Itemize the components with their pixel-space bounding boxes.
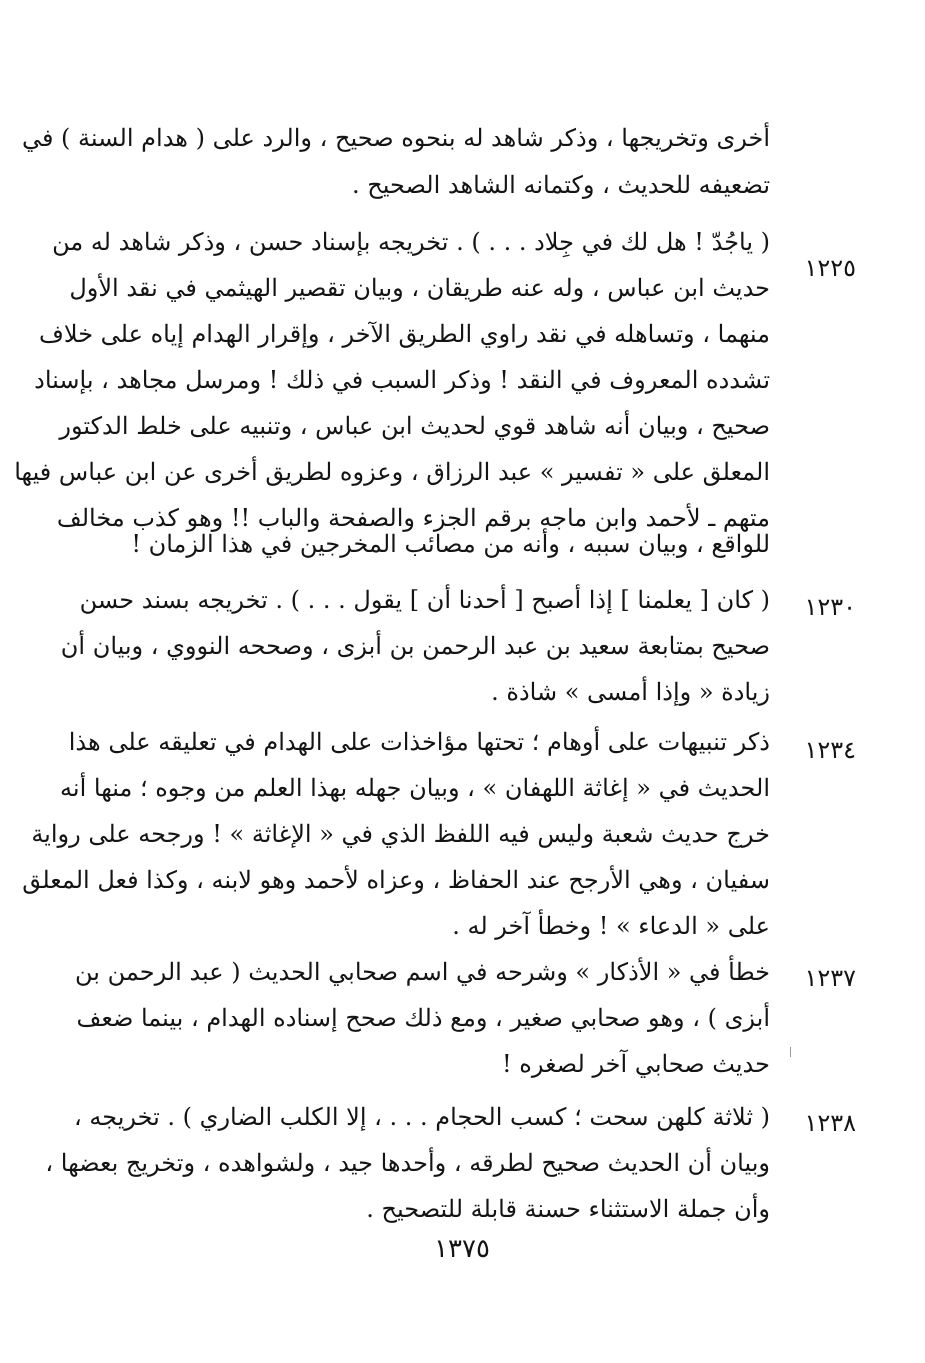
- entry-line: صحيح بمتابعة سعيد بن عبد الرحمن بن أبزى ، وصححه النووي ، وبيان أن: [60, 632, 770, 660]
- entry-line: حديث صحابي آخر لصغره !: [502, 1050, 770, 1078]
- entry-line: وأن جملة الاستثناء حسنة قابلة للتصحيح .: [366, 1195, 770, 1223]
- entry-line: وبيان أن الحديث صحيح لطرقه ، وأحدها جيد ، ولشواهده ، وتخريج بعضها ،: [45, 1149, 770, 1177]
- entry-line: متهم ـ لأحمد وابن ماجه برقم الجزء والصفحة والباب !! وهو كذب مخالف: [56, 504, 770, 532]
- entry-line: ( كان [ يعلمنا ] إذا أصبح [ أحدنا أن ] يقول . . . ) . تخريجه بسند حسن: [79, 586, 770, 614]
- entry-line: ذكر تنبيهات على أوهام ؛ تحتها مؤاخذات على الهدام في تعليقه على هذا: [68, 728, 770, 756]
- entry-number: ١٢٣٨: [804, 1109, 856, 1137]
- entry-line: الحديث في « إغاثة اللهفان » ، وبيان جهله بهذا العلم من وجوه ؛ منها أنه: [60, 774, 770, 802]
- margin-mark: [790, 1047, 791, 1057]
- entry-line: المعلق على « تفسير » عبد الرزاق ، وعزوه لطريق أخرى عن ابن عباس فيها: [14, 458, 770, 486]
- entry-line: خرج حديث شعبة وليس فيه اللفظ الذي في « الإغاثة » ! ورجحه على رواية: [31, 820, 770, 848]
- entry-line: على « الدعاء » ! وخطأ آخر له .: [452, 912, 770, 940]
- intro-line: تضعيفه للحديث ، وكتمانه الشاهد الصحيح .: [351, 171, 770, 199]
- entry-number: ١٢٢٥: [804, 254, 856, 282]
- entry-number: ١٢٣٧: [804, 964, 856, 992]
- intro-line: أخرى وتخريجها ، وذكر شاهد له بنحوه صحيح ، والرد على ( هدام السنة ) في: [21, 124, 770, 152]
- entry-line: ( ياجُدّ ! هل لك في جِلاد . . . ) . تخريجه بإسناد حسن ، وذكر شاهد له من: [52, 228, 770, 256]
- entry-line: سفيان ، وهي الأرجح عند الحفاظ ، وعزاه لأحمد وهو لابنه ، وكذا فعل المعلق: [22, 866, 770, 894]
- entry-number: ١٢٣٠: [804, 593, 856, 621]
- entry-line: ( ثلاثة كلهن سحت ؛ كسب الحجام . . . ، إلا الكلب الضاري ) . تخريجه ،: [73, 1103, 770, 1131]
- entry-line: للواقع ، وبيان سببه ، وأنه من مصائب المخرجين في هذا الزمان !: [131, 530, 770, 558]
- entry-line: خطأ في « الأذكار » وشرحه في اسم صحابي الحديث ( عبد الرحمن بن: [75, 958, 770, 986]
- entry-number: ١٢٣٤: [804, 736, 856, 764]
- entry-line: منهما ، وتساهله في نقد راوي الطريق الآخر ، وإقرار الهدام إياه على خلاف: [39, 320, 770, 348]
- entry-line: حديث ابن عباس ، وله عنه طريقان ، وبيان تقصير الهيثمي في نقد الأول: [69, 274, 770, 302]
- page-number: ١٣٧٥: [434, 1234, 490, 1264]
- entry-line: زيادة « وإذا أمسى » شاذة .: [491, 678, 770, 706]
- entry-line: تشدده المعروف في النقد ! وذكر السبب في ذلك ! ومرسل مجاهد ، بإسناد: [34, 366, 770, 394]
- entry-line: صحيح ، وبيان أنه شاهد قوي لحديث ابن عباس ، وتنبيه على خلط الدكتور: [59, 412, 770, 440]
- entry-line: أبزى ) ، وهو صحابي صغير ، ومع ذلك صحح إسناده الهدام ، بينما ضعف: [76, 1004, 770, 1032]
